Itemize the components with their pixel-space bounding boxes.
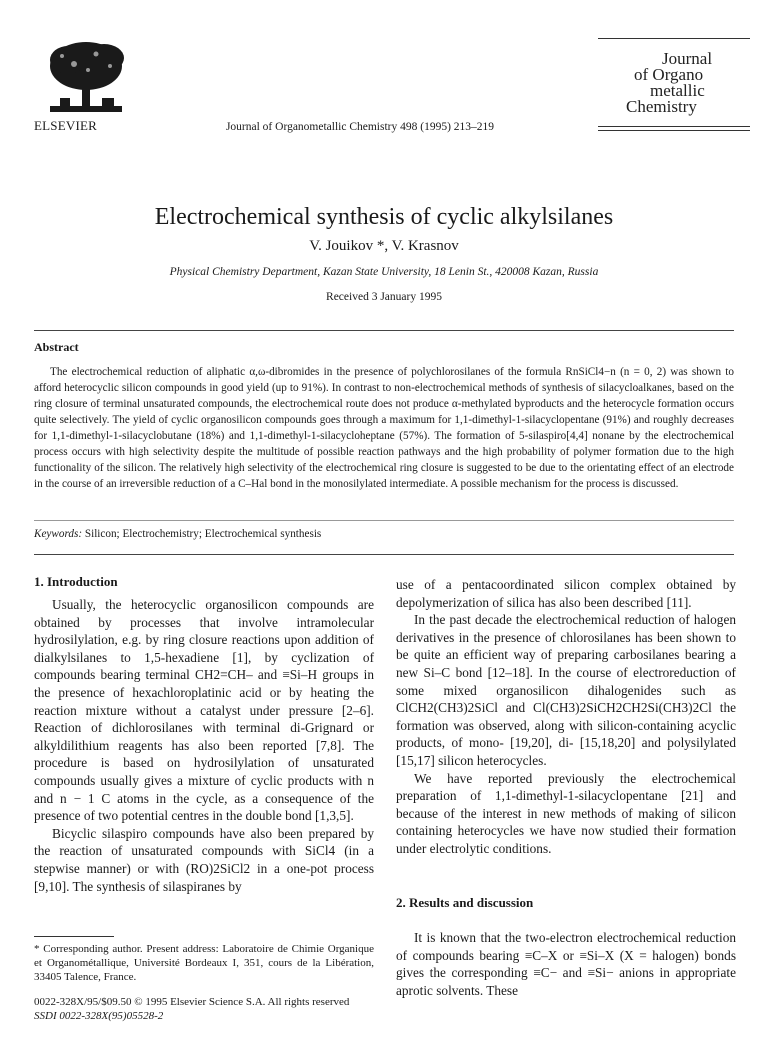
article-affiliation: Physical Chemistry Department, Kazan State University, 18 Lenin St., 420008 Kazan, Russia xyxy=(169,266,599,278)
journal-logo-line-2: of Organo xyxy=(634,65,704,84)
divider-body xyxy=(34,554,734,555)
journal-logo-line-4: Chemistry xyxy=(626,97,697,116)
keywords xyxy=(34,528,321,540)
ssdi-line: SSDI 0022-328X(95)05528-2 xyxy=(34,1010,164,1022)
article-title: Electrochemical synthesis of cyclic alkylsilanes xyxy=(154,204,614,230)
section-heading-introduction: 1. Introduction xyxy=(34,574,118,589)
copyright-line: 0022-328X/95/$09.50 © 1995 Elsevier Science S.A. All rights reserved xyxy=(34,996,350,1008)
right-paragraph-3: We have reported previously the electrochemical preparation of 1,1-dimethyl-1-silacyclopentane [21] and because of the interest in new methods of making of silicon containing heterocycles we have now studied their formation under electrolytic conditions. xyxy=(396,770,736,856)
journal-logo-line-3: metallic xyxy=(650,81,705,100)
article-authors: V. Jouikov *, V. Krasnov xyxy=(309,238,459,254)
right-paragraph-2: In the past decade the electrochemical reduction of halogen derivatives in the presence of chlorosilanes has been shown to be quite an efficient way of preparing carbosilanes bearing a new Si–C bond [12–18]. In the course of electroreduction of some mixed organosilicon dihalogenides such as ClCH2(CH3)2SiCl and Cl(CH3)2SiCH2CH2Si(CH3)2Cl the formation was observed, along with silicon-containing acyclic products, of mono- [19,20], di- [15,18,20] and polysilylated [15,17] silicon heterocycles. xyxy=(396,612,736,768)
journal-logo-rule-top xyxy=(598,38,750,39)
right-column xyxy=(396,576,736,999)
footnote-rule xyxy=(34,936,114,937)
journal-logo xyxy=(600,40,750,140)
keywords-label: Keywords: xyxy=(34,528,83,540)
keywords-text: Silicon; Electrochemistry; Electrochemical synthesis xyxy=(84,528,322,540)
journal-logo-rule-bottom-thin xyxy=(598,130,750,131)
results-paragraph: It is known that the two-electron electrochemical reduction of compounds bearing ≡C–X or ≡Si–X (X = halogen) bonds gives the corresponding ≡C− and ≡Si− anions in appropriate aprotic solvents. These xyxy=(396,930,736,998)
left-column xyxy=(34,596,374,895)
intro-paragraph-2: Bicyclic silaspiro compounds have also been prepared by the reaction of unsaturated compounds with SiCl4 (in a stepwise manner) or with (RO)2SiCl2 in a one-pot process [9,10]. The synthesis of silaspiranes by xyxy=(34,825,374,894)
section-heading-results: 2. Results and discussion xyxy=(396,894,534,910)
right-paragraph-1: use of a pentacoordinated silicon complex obtained by depolymerization of silica has also been described [11]. xyxy=(396,577,736,610)
copyright-block xyxy=(34,995,394,1023)
journal-logo-rule-bottom xyxy=(598,126,750,127)
elsevier-tree-logo xyxy=(40,40,132,118)
journal-logo-line-1: Journal xyxy=(662,49,713,68)
divider-top xyxy=(34,330,734,331)
publisher-name: ELSEVIER xyxy=(34,118,97,133)
journal-reference: Journal of Organometallic Chemistry 498 (1995) 213–219 xyxy=(225,121,495,133)
received-date: Received 3 January 1995 xyxy=(326,291,442,303)
divider-keywords xyxy=(34,520,734,521)
corresponding-author-footnote: * Corresponding author. Present address: Laboratoire de Chimie Organique et Organométallique, Université Bordeaux I, 351, cours de la Libération, 33405 Talence, France. xyxy=(34,943,374,983)
intro-paragraph-1: Usually, the heterocyclic organosilicon compounds are obtained by processes that involve intramolecular hydrosilylation, e.g. by ring closure reactions upon addition of dialkylsilanes to 1,5-hexadiene [1], by cyclization of compounds bearing terminal CH2=CH– and ≡Si–H groups in the presence of hexachloroplatinic acid or by heating the reaction mixture without a catalyst under pressure [2–6]. Reaction of dichlorosilanes with terminal di-Grignard or alkyldilithium reagents has also been reported [7,8]. The procedure is based on hydrosilylation of unsaturated compounds usually gives a mixture of cyclic products with n and n − 1 C atoms in the cycle, as a consequence of the presence of two potential centres in the double bond [1,3,5]. xyxy=(34,597,374,824)
abstract-heading: Abstract xyxy=(34,340,79,354)
abstract-text: The electrochemical reduction of aliphatic α,ω-dibromides in the presence of polychlorosilanes of the formula RnSiCl4−n (n = 0, 2) was shown to afford heterocyclic silicon compounds in good yield (up to 91%). In contrast to non-electrochemical methods of synthesis of silacycloalkanes, based on the ring closure of terminal unsaturated compounds, the electrochemical route does not produce α-methylated byproducts and the heterocycle formation occurs quite selectively. The yield of cyclic organosilicon compounds goes through a maximum for 1,1-dimethyl-1-silacyclopentane (91%) and roughly decreases for 1,1-dimethyl-1-silacyclobutane (18%) and 1,1-dimethyl-1-silacycloheptane (57%). The formation of 5-silaspiro[4,4] nonane by the electrochemical process occurs with high selectivity despite the multitude of possible reaction pathways and the high probability of polymer formation due to the high functionality of the silicon. The relatively high selectivity of the electrochemical ring closure is suggested to be due to the orientating effect of an electrode in the course of an irreversible reduction of a C–Hal bond in the monosilylated intermediate. A possible mechanism for the process is discussed. xyxy=(34,366,734,490)
